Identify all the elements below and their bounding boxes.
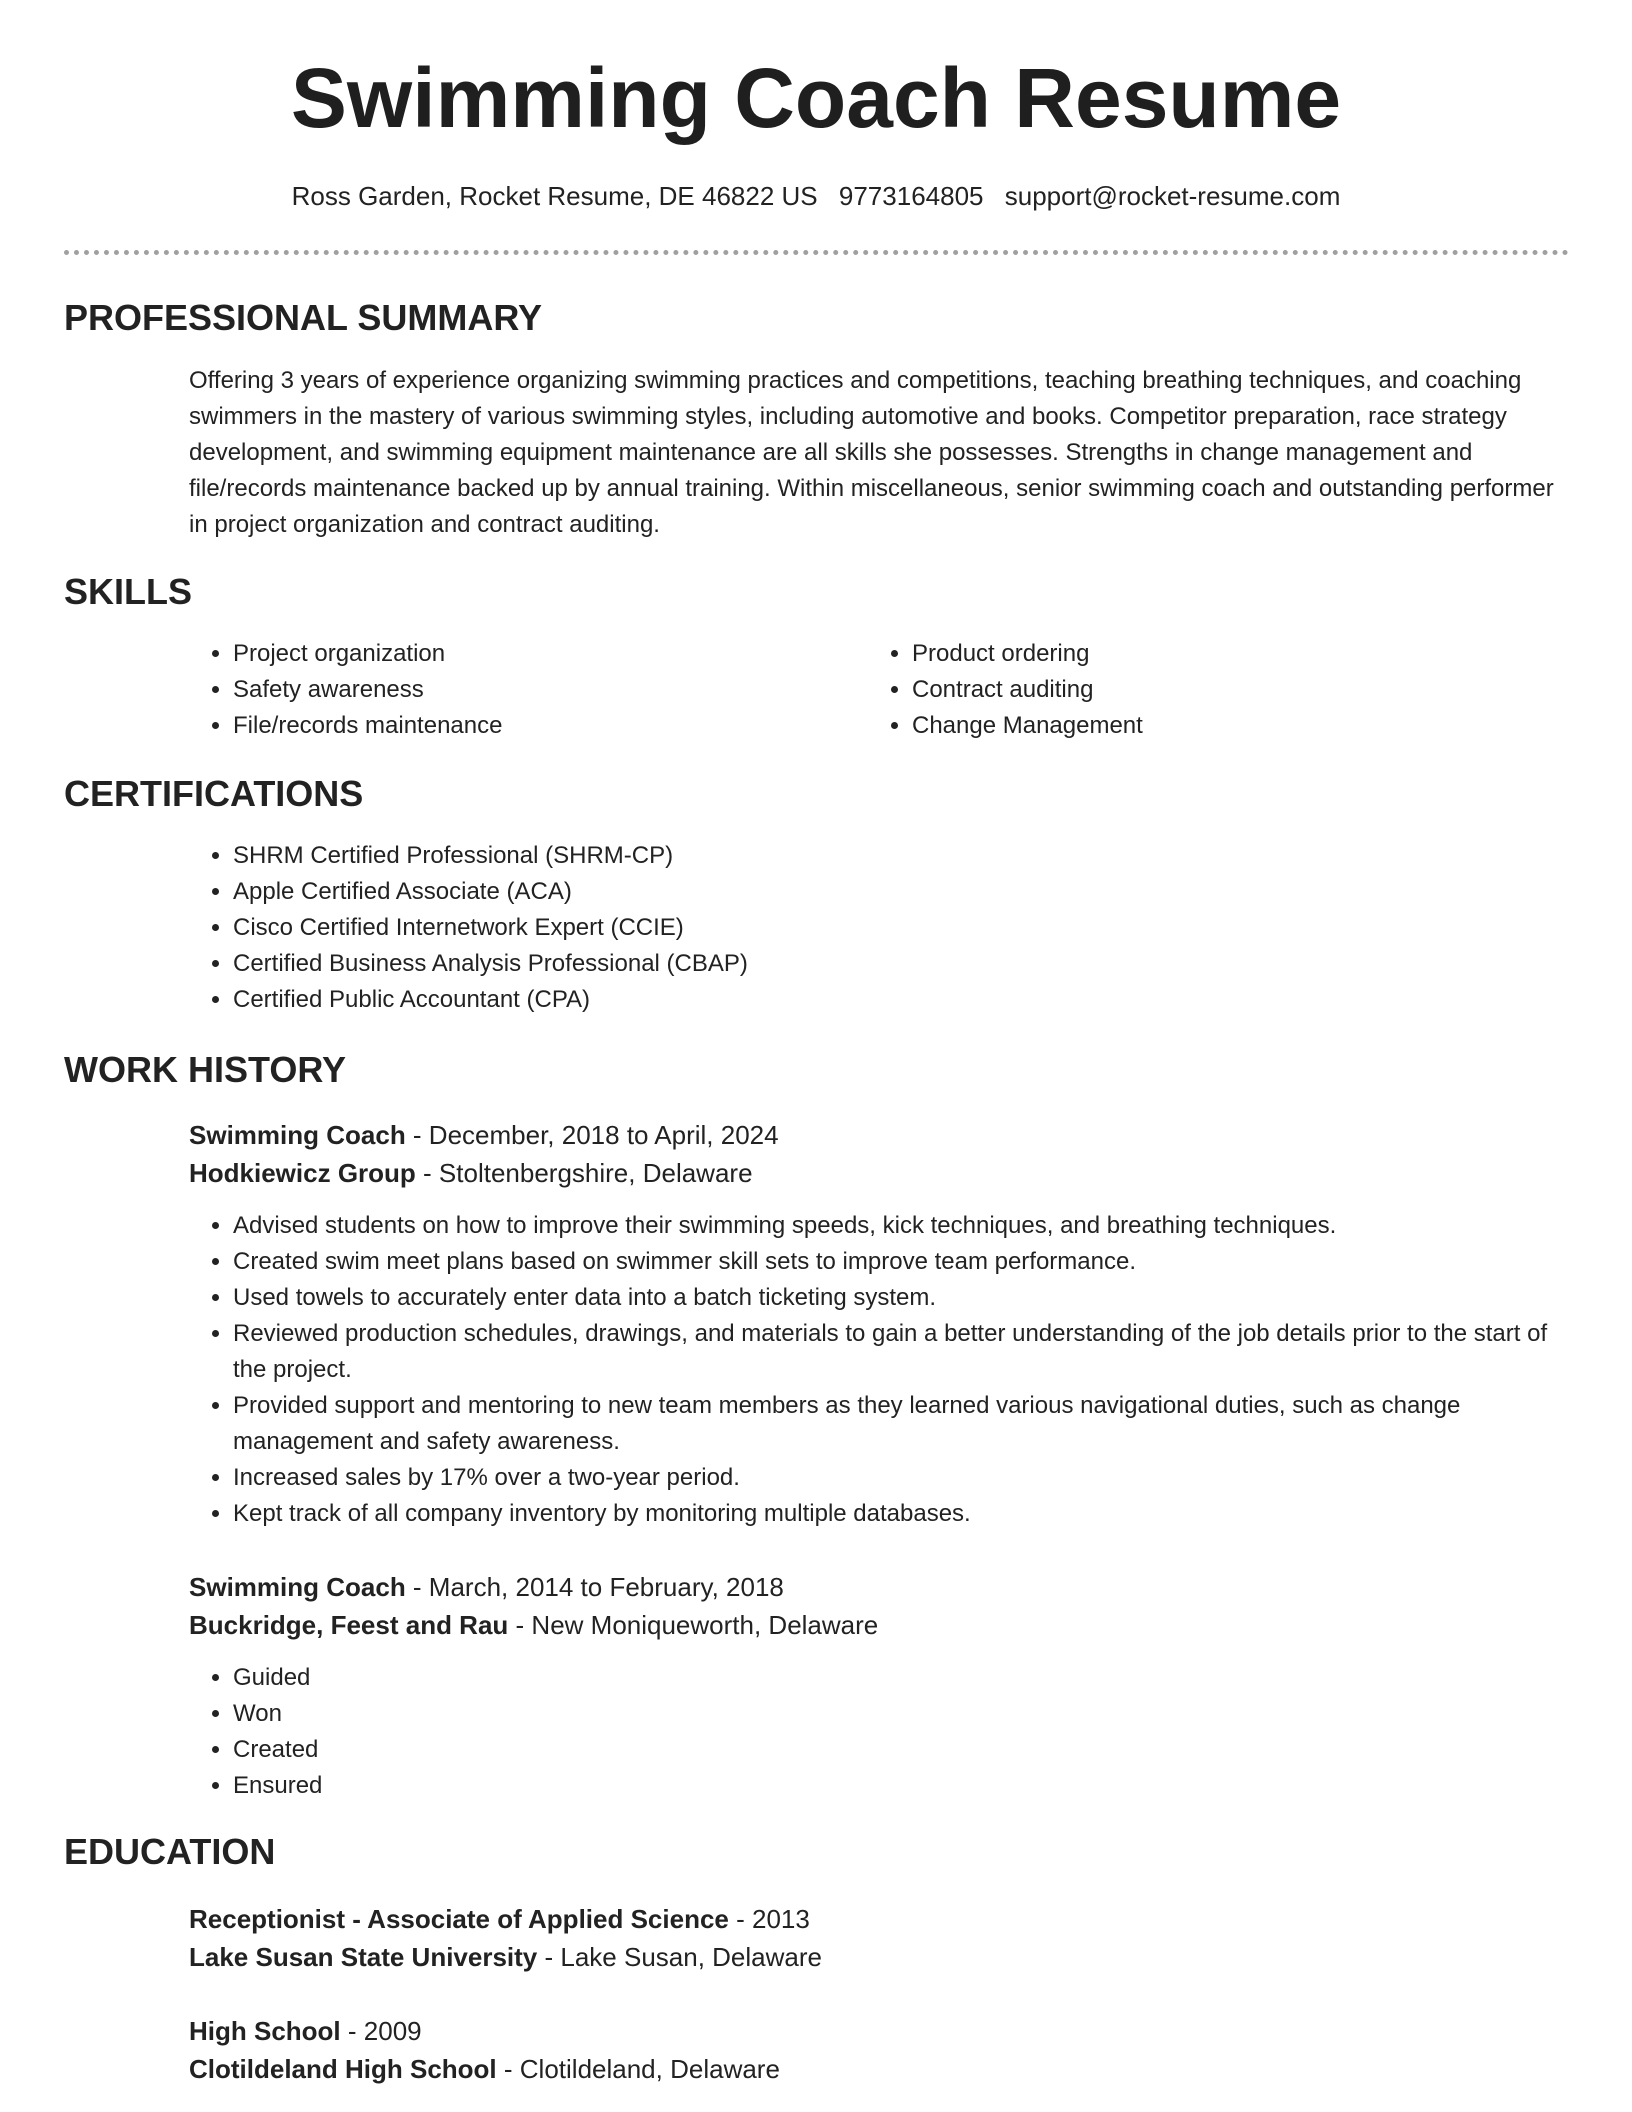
- job-bullet: • Advised students on how to improve their swimming speeds, kick techniques, and breathing techniques.: [233, 1208, 1569, 1244]
- job-dates: - March, 2014 to February, 2018: [405, 1572, 784, 1602]
- education-degree-line: [189, 1900, 1569, 1938]
- job-location: - New Moniqueworth, Delaware: [508, 1610, 879, 1640]
- education-location: - Clotildeland, Delaware: [496, 2054, 780, 2084]
- summary-text: Offering 3 years of experience organizing swimming practices and competitions, teaching breathing techniques, and coaching swimmers in the mastery of various swimming styles, including automotive and books. Competitor preparation, race strategy development, and swimming equipment maintenance are all skills she possesses. Strengths in change management and file/records maintenance backed up by annual training. Within miscellaneous, senior swimming coach and outstanding performer in project organization and contract auditing.: [189, 367, 1554, 538]
- education-school: Lake Susan State University: [189, 1942, 538, 1972]
- education-year: - 2013: [728, 1904, 810, 1934]
- job-bullet: • Provided support and mentoring to new team members as they learned various navigational duties, such as change management and safety awareness.: [233, 1388, 1569, 1460]
- education-location: - Lake Susan, Delaware: [537, 1942, 822, 1972]
- skills-column-right: [868, 636, 1528, 744]
- work-history-heading: WORK HISTORY: [64, 1049, 347, 1090]
- job-bullet: • Ensured: [233, 1768, 1569, 1804]
- skill-item: • Safety awareness: [233, 672, 849, 708]
- education-degree-line: [189, 2012, 1569, 2050]
- job-company: Buckridge, Feest and Rau: [189, 1610, 509, 1640]
- skill-item: • Product ordering: [912, 636, 1528, 672]
- certification-item: • Apple Certified Associate (ACA): [233, 874, 1569, 910]
- certifications-heading: CERTIFICATIONS: [64, 773, 364, 814]
- job-bullet: • Created: [233, 1732, 1569, 1768]
- job-bullet: • Used towels to accurately enter data into a batch ticketing system.: [233, 1280, 1569, 1316]
- education-entry: [189, 1900, 1569, 1976]
- job-bullet: • Guided: [233, 1660, 1569, 1696]
- job-bullet: • Kept track of all company inventory by monitoring multiple databases.: [233, 1496, 1569, 1532]
- job-bullet: • Won: [233, 1696, 1569, 1732]
- job-bullet: • Reviewed production schedules, drawings, and materials to gain a better understanding of the job details prior to the start of the project.: [233, 1316, 1569, 1388]
- education-school-line: [189, 2050, 1569, 2088]
- job-title-line: [189, 1568, 1569, 1606]
- job-company-line: [189, 1606, 1569, 1644]
- job-title: Swimming Coach: [189, 1572, 406, 1602]
- certification-item: • Cisco Certified Internetwork Expert (CCIE): [233, 910, 1569, 946]
- contact-line: [0, 181, 1632, 212]
- summary-heading: PROFESSIONAL SUMMARY: [64, 297, 543, 338]
- header-divider: [64, 250, 1569, 255]
- education-school: Clotildeland High School: [189, 2054, 497, 2084]
- job-title-line: [189, 1116, 1569, 1154]
- job-entry: [189, 1116, 1569, 1532]
- skill-item: • Change Management: [912, 708, 1528, 744]
- job-title: Swimming Coach: [189, 1120, 406, 1150]
- job-bullet: • Created swim meet plans based on swimmer skill sets to improve team performance.: [233, 1244, 1569, 1280]
- contact-address: Ross Garden, Rocket Resume, DE 46822 US: [291, 181, 818, 211]
- certification-item: • SHRM Certified Professional (SHRM-CP): [233, 838, 1569, 874]
- certifications-list: [189, 838, 1569, 1018]
- contact-email: support@rocket-resume.com: [1004, 181, 1341, 211]
- skill-item: • File/records maintenance: [233, 708, 849, 744]
- education-degree: High School: [189, 2016, 341, 2046]
- education-school-line: [189, 1938, 1569, 1976]
- education-heading: EDUCATION: [64, 1831, 276, 1872]
- contact-phone: 9773164805: [838, 181, 984, 211]
- resume-title: Swimming Coach Resume: [290, 51, 1342, 145]
- skills-heading: SKILLS: [64, 571, 193, 612]
- education-degree: Receptionist - Associate of Applied Science: [189, 1904, 729, 1934]
- education-year: - 2009: [340, 2016, 422, 2046]
- education-entry: [189, 2012, 1569, 2088]
- job-company: Hodkiewicz Group: [189, 1158, 416, 1188]
- skill-item: • Contract auditing: [912, 672, 1528, 708]
- skill-item: • Project organization: [233, 636, 849, 672]
- job-location: - Stoltenbergshire, Delaware: [415, 1158, 753, 1188]
- job-entry: [189, 1568, 1569, 1804]
- certification-item: • Certified Public Accountant (CPA): [233, 982, 1569, 1018]
- certification-item: • Certified Business Analysis Professional (CBAP): [233, 946, 1569, 982]
- skills-column-left: [189, 636, 849, 744]
- job-company-line: [189, 1154, 1569, 1192]
- job-bullet: • Increased sales by 17% over a two-year period.: [233, 1460, 1569, 1496]
- job-dates: - December, 2018 to April, 2024: [405, 1120, 779, 1150]
